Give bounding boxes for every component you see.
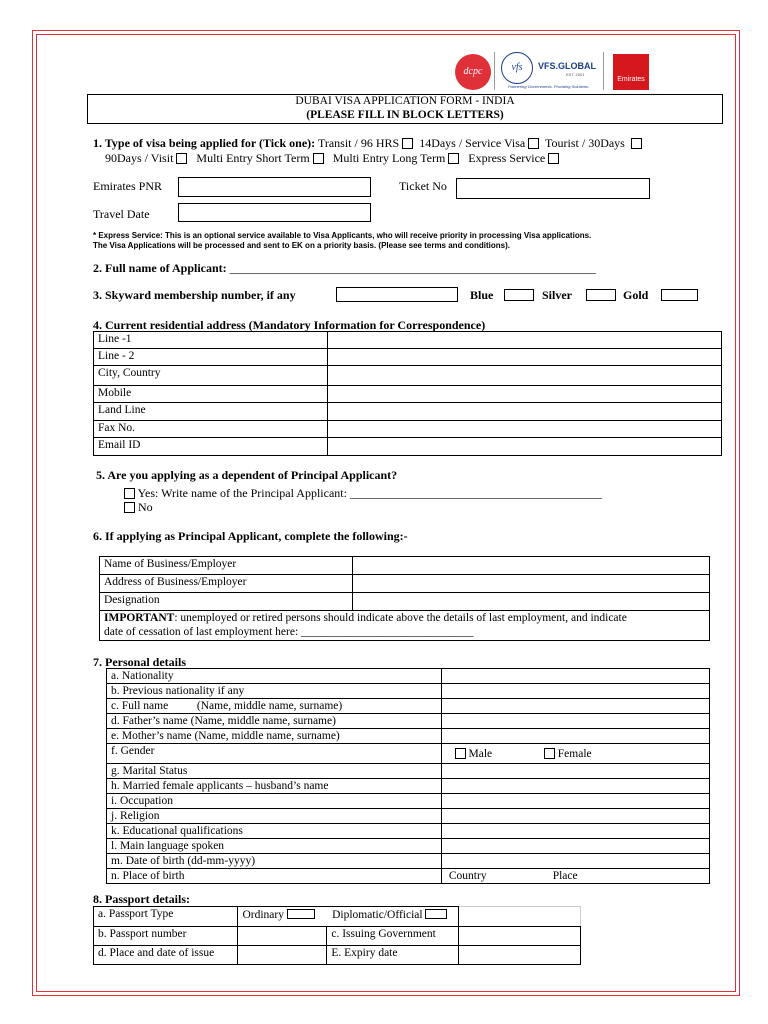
ticket-label: Ticket No xyxy=(399,179,447,193)
full-name-label: 2. Full name of Applicant: xyxy=(93,261,227,275)
male-label: Male xyxy=(468,748,493,760)
place-date-label: d. Place and date of issue xyxy=(94,946,238,965)
cessation-date-input[interactable]: date of cessation of last employment here: ______________________________ xyxy=(104,626,474,638)
personal-input[interactable] xyxy=(442,669,710,684)
mes-checkbox[interactable] xyxy=(313,153,324,164)
visa-type-label: 1. Type of visa being applied for (Tick one): xyxy=(93,136,316,150)
blue-checkbox[interactable] xyxy=(504,289,534,301)
personal-input[interactable] xyxy=(442,854,710,869)
birth-place-cell[interactable] xyxy=(442,869,710,884)
address-row-label: Mobile xyxy=(94,386,328,403)
yes-label: Yes: Write name of the Principal Applicant: __________________________________________ xyxy=(137,486,602,500)
passport-type-label: a. Passport Type xyxy=(94,907,238,927)
personal-row-label: h. Married female applicants – husband’s name xyxy=(107,779,442,794)
address-row-label: City, Country xyxy=(94,366,328,386)
address-input[interactable] xyxy=(328,366,722,386)
female-checkbox[interactable] xyxy=(544,748,555,759)
personal-input[interactable] xyxy=(442,824,710,839)
personal-row-label: g. Marital Status xyxy=(107,764,442,779)
important-note xyxy=(100,611,710,641)
gold-label: Gold xyxy=(623,288,649,302)
address-input[interactable] xyxy=(328,386,722,403)
address-input[interactable] xyxy=(328,332,722,349)
opt-mes-label: Multi Entry Short Term xyxy=(196,151,310,165)
dependent-no-row xyxy=(124,500,153,515)
form-subtitle: (PLEASE FILL IN BLOCK LETTERS) xyxy=(306,109,504,121)
full-name-row xyxy=(93,261,596,276)
opt-90days-label: 90Days / Visit xyxy=(105,151,174,165)
personal-input[interactable] xyxy=(442,684,710,699)
employer-row-label: Designation xyxy=(100,593,353,611)
personal-row-label: l. Main language spoken xyxy=(107,839,442,854)
vfs-est: EST. 2001 xyxy=(566,72,585,77)
issuing-gov-input[interactable] xyxy=(458,927,580,946)
employer-input[interactable] xyxy=(353,593,710,611)
express-note xyxy=(93,231,591,251)
personal-input[interactable] xyxy=(442,764,710,779)
personal-row-label: m. Date of birth (dd-mm-yyyy) xyxy=(107,854,442,869)
skyward-input[interactable] xyxy=(336,287,458,302)
female-label: Female xyxy=(557,748,592,760)
diplomatic-checkbox[interactable] xyxy=(425,909,447,919)
address-table xyxy=(93,331,722,456)
personal-row-label: j. Religion xyxy=(107,809,442,824)
personal-input[interactable] xyxy=(442,839,710,854)
expiry-label: E. Expiry date xyxy=(327,946,458,965)
ordinary-label: Ordinary xyxy=(242,909,284,921)
address-input[interactable] xyxy=(328,421,722,438)
opt-transit-label: Transit / 96 HRS xyxy=(317,136,400,150)
address-row-label: Fax No. xyxy=(94,421,328,438)
no-label: No xyxy=(138,500,153,514)
employer-row-label: Name of Business/Employer xyxy=(100,557,353,575)
important-bold: IMPORTANT xyxy=(104,612,175,624)
form-title-box xyxy=(87,94,723,124)
tourist-checkbox[interactable] xyxy=(631,138,642,149)
personal-row-label xyxy=(107,699,442,714)
vfs-name: VFS.GLOBAL xyxy=(538,61,596,71)
express-checkbox[interactable] xyxy=(548,153,559,164)
passport-number-label: b. Passport number xyxy=(94,927,238,946)
address-label: 4. Current residential address (Mandatory Information for Correspondence) xyxy=(93,318,486,332)
address-input[interactable] xyxy=(328,438,722,456)
mother-name-label: e. Mother’s name xyxy=(111,730,192,742)
vfs-logo: vfs xyxy=(501,52,533,84)
dcpc-logo: dcpc xyxy=(455,54,491,90)
father-name-label: d. Father’s name xyxy=(111,715,188,727)
passport-type-extra xyxy=(458,907,580,927)
address-row-label: Email ID xyxy=(94,438,328,456)
gender-cell xyxy=(442,744,710,764)
personal-row-label: k. Educational qualifications xyxy=(107,824,442,839)
ordinary-checkbox[interactable] xyxy=(287,909,315,919)
employer-input[interactable] xyxy=(353,557,710,575)
employer-table xyxy=(99,556,710,641)
90days-checkbox[interactable] xyxy=(176,153,187,164)
transit-checkbox[interactable] xyxy=(402,138,413,149)
personal-input[interactable] xyxy=(442,809,710,824)
address-row-label: Land Line xyxy=(94,403,328,421)
expiry-input[interactable] xyxy=(458,946,580,965)
vfs-tagline: Partnering Governments. Providing Solutions. xyxy=(508,84,590,89)
country-label: Country xyxy=(448,870,487,882)
personal-row-label: f. Gender xyxy=(107,744,442,764)
personal-row-label xyxy=(107,729,442,744)
personal-input[interactable] xyxy=(442,779,710,794)
male-checkbox[interactable] xyxy=(455,748,466,759)
express-note-line-1: * Express Service: This is an optional service available to Visa Applicants, who will receive priority in processing Visa applications. xyxy=(93,231,592,240)
important-text: : unemployed or retired persons should indicate above the details of last employment, and indicate xyxy=(174,612,627,624)
issuing-gov-label: c. Issuing Government xyxy=(327,927,458,946)
opt-14days-label: 14Days / Service Visa xyxy=(419,136,526,150)
personal-row-label: b. Previous nationality if any xyxy=(107,684,442,699)
silver-label: Silver xyxy=(542,288,572,302)
address-input[interactable] xyxy=(328,349,722,366)
yes-checkbox[interactable] xyxy=(124,488,135,499)
name-hint: (Name, middle name, surname) xyxy=(196,700,343,712)
dependent-label: 5. Are you applying as a dependent of Principal Applicant? xyxy=(96,468,398,482)
opt-mel-label: Multi Entry Long Term xyxy=(332,151,446,165)
personal-row-label xyxy=(107,714,442,729)
opt-express-label: Express Service xyxy=(468,151,546,165)
form-title: DUBAI VISA APPLICATION FORM - INDIA xyxy=(295,95,515,107)
principal-label: 6. If applying as Principal Applicant, complete the following:- xyxy=(93,529,408,543)
pnr-input[interactable] xyxy=(178,177,371,197)
travel-date-input[interactable] xyxy=(178,203,371,222)
opt-tourist-label: Tourist / 30Days xyxy=(545,136,625,150)
full-name-row-label: c. Full name xyxy=(111,700,169,712)
name-hint: (Name, middle name, surname) xyxy=(190,715,336,727)
passport-type-cell xyxy=(238,907,458,927)
name-hint: (Name, middle name, surname) xyxy=(194,730,340,742)
gold-checkbox[interactable] xyxy=(661,289,698,301)
emirates-logo: Emirates xyxy=(613,54,649,90)
diplomatic-label: Diplomatic/Official xyxy=(332,909,423,921)
employer-input[interactable] xyxy=(353,575,710,593)
personal-row-label: a. Nationality xyxy=(107,669,442,684)
dependent-yes-row xyxy=(124,486,602,501)
full-name-input[interactable]: _____________________________________________________________ xyxy=(229,261,596,275)
address-row-label: Line - 2 xyxy=(94,349,328,366)
no-checkbox[interactable] xyxy=(124,502,135,513)
mel-checkbox[interactable] xyxy=(448,153,459,164)
silver-checkbox[interactable] xyxy=(586,289,616,301)
logo-divider-2 xyxy=(603,52,604,90)
skyward-label: 3. Skyward membership number, if any xyxy=(93,288,296,302)
personal-input[interactable] xyxy=(442,794,710,809)
personal-table xyxy=(106,668,710,884)
personal-details-label: 7. Personal details xyxy=(93,655,186,669)
personal-input[interactable] xyxy=(442,714,710,729)
place-label: Place xyxy=(552,870,578,882)
logo-divider xyxy=(494,52,495,90)
personal-input[interactable] xyxy=(442,729,710,744)
visa-type-row-2 xyxy=(105,151,559,166)
employer-row-label: Address of Business/Employer xyxy=(100,575,353,593)
pnr-label: Emirates PNR xyxy=(93,179,162,193)
place-date-input[interactable] xyxy=(238,946,327,965)
visa-type-row-1 xyxy=(93,136,642,151)
blue-label: Blue xyxy=(470,288,494,302)
personal-input[interactable] xyxy=(442,699,710,714)
personal-row-label: i. Occupation xyxy=(107,794,442,809)
personal-row-label: n. Place of birth xyxy=(107,869,442,884)
ticket-input[interactable] xyxy=(456,178,650,199)
address-input[interactable] xyxy=(328,403,722,421)
travel-date-label: Travel Date xyxy=(93,207,150,221)
express-note-line-2: The Visa Applications will be processed and sent to EK on a priority basis. (Please see terms and conditions). xyxy=(93,241,510,250)
passport-label: 8. Passport details: xyxy=(93,892,190,906)
passport-table xyxy=(93,906,581,965)
passport-number-input[interactable] xyxy=(238,927,327,946)
14days-checkbox[interactable] xyxy=(528,138,539,149)
address-row-label: Line -1 xyxy=(94,332,328,349)
